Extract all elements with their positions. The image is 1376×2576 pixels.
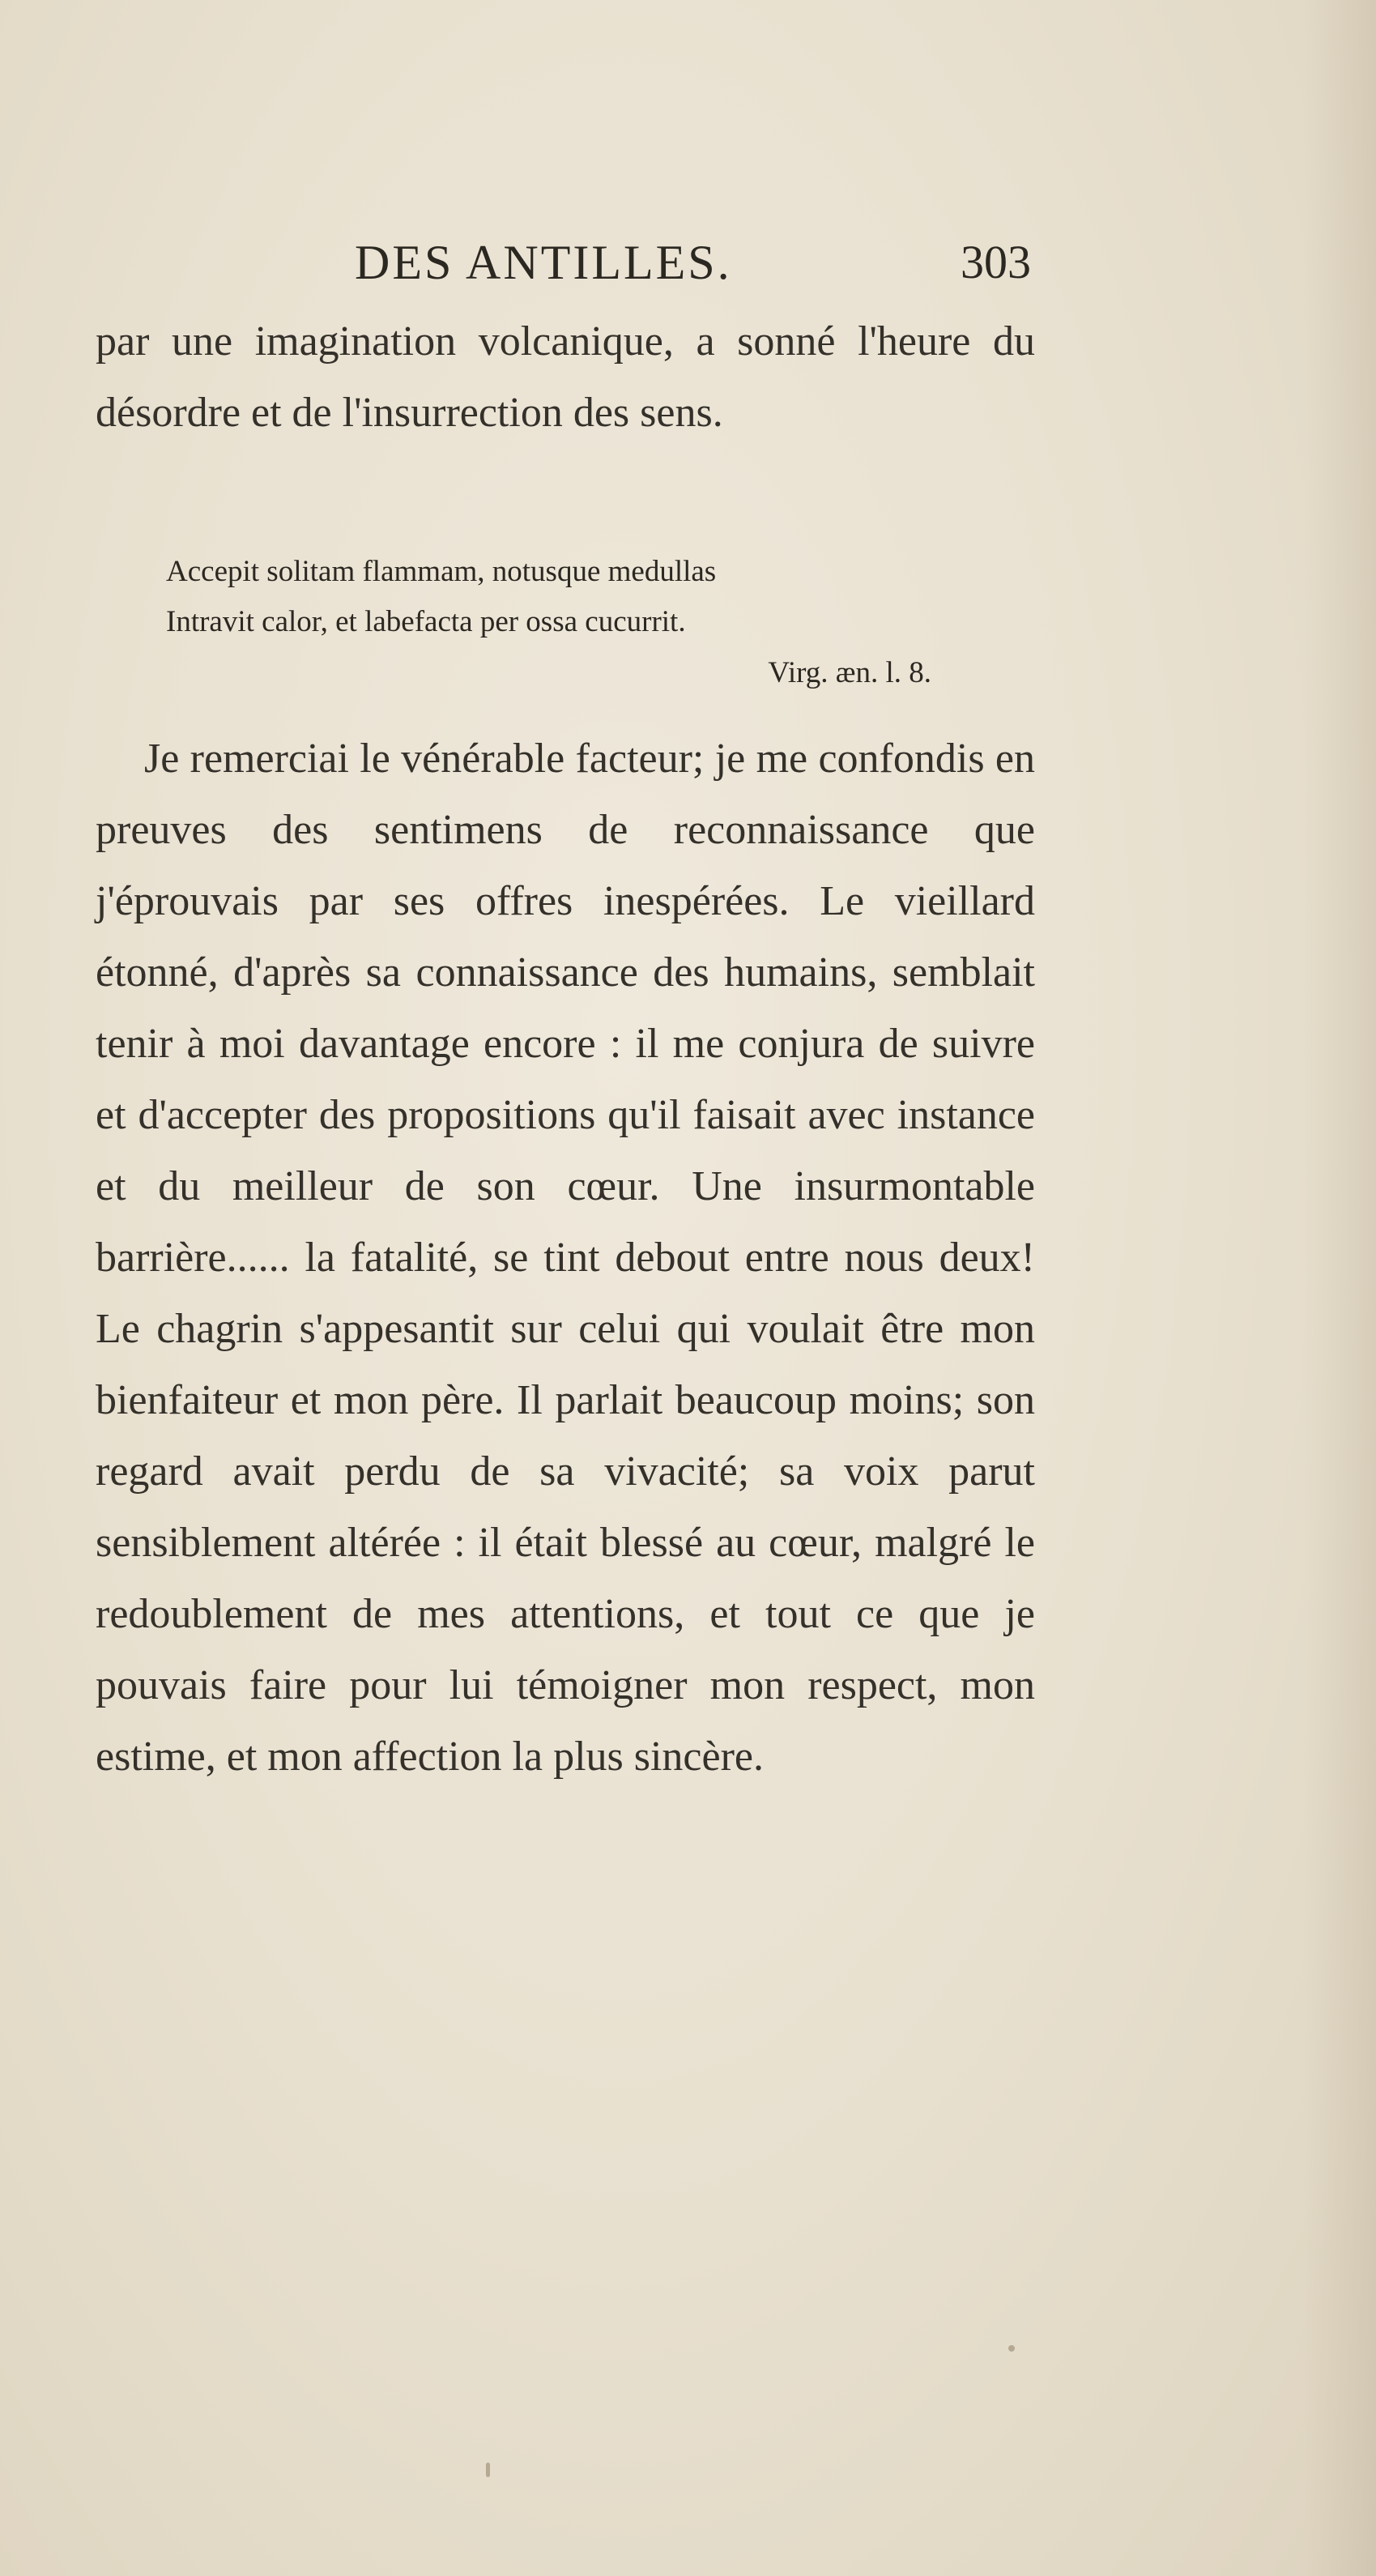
paper-speck (486, 2463, 490, 2477)
quotation-source: Virg. æn. l. 8. (768, 656, 931, 689)
paper-speck (1008, 2345, 1015, 2352)
page-edge-shadow (1303, 0, 1376, 2576)
page-header (96, 235, 1031, 300)
paragraph-main: Je remerciai le vénérable facteur; je me confondis en preuves des sentimens de reconnaissance que j'éprouvais par ses offres inespérées. Le vieillard étonné, d'après sa connaissance des humains, semblait tenir à moi davantage encore : il me conjura de suivre et d'accepter des propositions qu'il faisait avec instance et du meilleur de son cœur. Une insurmontable barrière...... la fatalité, se tint debout entre nous deux! Le chagrin s'appesantit sur celui qui voulait être mon bienfaiteur et mon père. Il parlait beaucoup moins; son regard avait perdu de sa vivacité; sa voix parut sensiblement altérée : il était blessé au cœur, malgré le redoublement de mes attentions, et tout ce que je pouvais faire pour lui témoigner mon respect, mon estime, et mon affection la plus sincère. (96, 736, 1035, 1780)
paragraph-continuation: par une imagination volcanique, a sonné l'heure du désordre et de l'insurrection des sens. (96, 318, 1035, 436)
quotation-line: Accepit solitam flammam, notusque medullas (166, 555, 717, 588)
page-number: 303 (961, 236, 1031, 288)
quotation-line: Intravit calor, et labefacta per ossa cucurrit. (166, 605, 686, 638)
running-title: DES ANTILLES. (355, 236, 732, 289)
latin-quotation (166, 547, 895, 647)
